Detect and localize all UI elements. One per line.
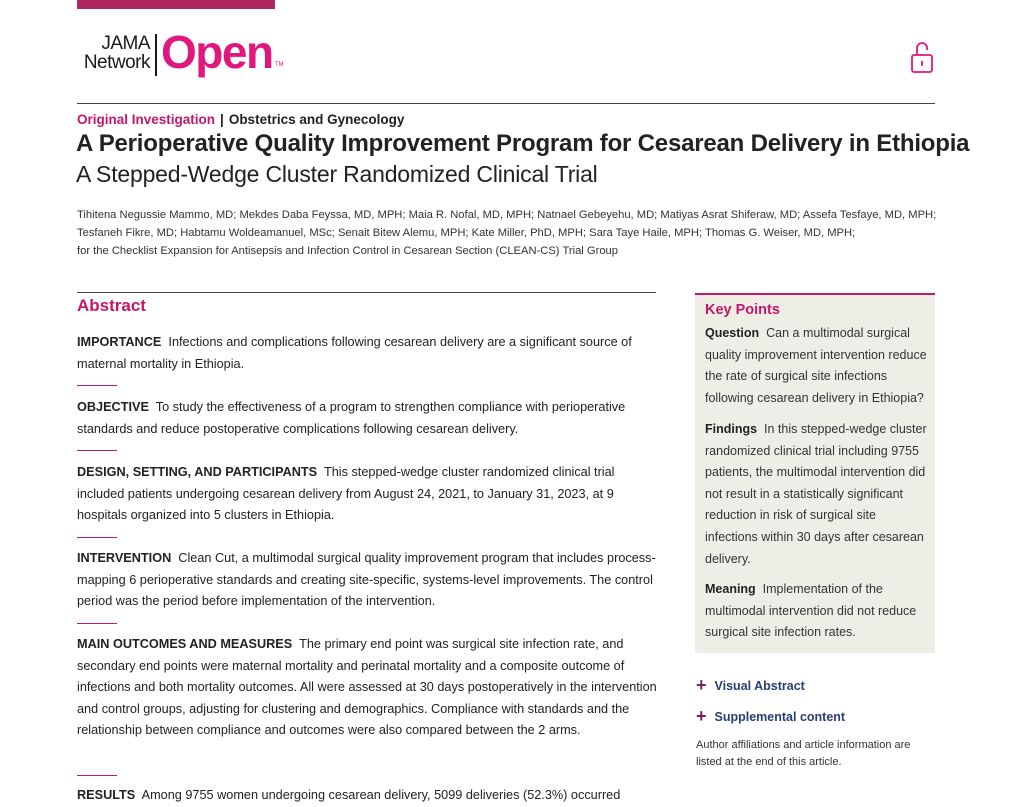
- article-category: [77, 112, 404, 127]
- plus-icon: +: [696, 706, 707, 726]
- logo-open: Open: [161, 26, 273, 78]
- logo-divider: [155, 34, 157, 76]
- key-points-box: [695, 293, 935, 653]
- findings-text: In this stepped-wedge cluster randomized clinical trial including 9755 patients, the multimodal intervention did not result in a statistically significant reduction in risk of surgical site infections within 30 days after cesarean delivery.: [705, 422, 927, 566]
- results-label: RESULTS: [77, 788, 136, 802]
- header-rule: [77, 103, 935, 104]
- outcomes-label: MAIN OUTCOMES AND MEASURES: [77, 637, 293, 651]
- question-text: Can a multimodal surgical quality improvement intervention reduce the rate of surgical site infections following cesarean delivery in Ethiopia?: [705, 326, 927, 405]
- meaning-text: Implementation of the multimodal intervention did not reduce surgical site infection rates.: [705, 582, 917, 640]
- section-divider: [77, 623, 117, 624]
- abstract-outcomes: [77, 634, 662, 742]
- section-divider: [77, 537, 117, 538]
- findings-label: Findings: [705, 422, 758, 436]
- article-title: A Perioperative Quality Improvement Program for Cesarean Delivery in Ethiopia: [76, 130, 970, 157]
- supplemental-content-link[interactable]: [696, 706, 845, 727]
- objective-text: To study the effectiveness of a program to strengthen compliance with perioperative standards and reduce postoperative complications following cesarean delivery.: [77, 400, 626, 436]
- importance-text: Infections and complications following cesarean delivery are a significant source of maternal mortality in Ethiopia.: [77, 335, 632, 371]
- key-points-question: [705, 323, 930, 409]
- importance-label: IMPORTANCE: [77, 335, 162, 349]
- results-text: Among 9755 women undergoing cesarean delivery, 5099 deliveries (52.3%) occurred: [141, 788, 621, 802]
- section-divider: [77, 450, 117, 451]
- abstract-importance: [77, 332, 662, 375]
- affiliation-note: Author affiliations and article information are listed at the end of this article.: [696, 739, 911, 768]
- supplemental-content-label[interactable]: Supplemental content: [714, 710, 846, 724]
- design-label: DESIGN, SETTING, AND PARTICIPANTS: [77, 465, 318, 479]
- logo-jama: JAMA: [101, 33, 150, 54]
- question-label: Question: [705, 326, 760, 340]
- objective-label: OBJECTIVE: [77, 400, 149, 414]
- abstract-objective: [77, 397, 662, 440]
- category-label[interactable]: Original Investigation: [77, 112, 216, 127]
- key-points-meaning: [705, 579, 930, 644]
- logo-trademark: TM: [275, 62, 284, 68]
- abstract-design: [77, 462, 662, 527]
- authors-line-1: Tihitena Negussie Mammo, MD; Mekdes Daba Feyssa, MD, MPH; Maia R. Nofal, MD, MPH; Natnael Gebeyehu, MD; Matiyas Asrat Shiferaw, MD; Assefa Tesfaye, MD, MPH;: [77, 209, 937, 221]
- section-divider: [77, 385, 117, 386]
- visual-abstract-link[interactable]: [696, 675, 805, 696]
- abstract-intervention: [77, 548, 662, 613]
- abstract-heading: Abstract: [77, 296, 146, 315]
- logo-network: Network: [83, 52, 150, 73]
- plus-icon: +: [696, 675, 707, 695]
- design-text: This stepped-wedge cluster randomized clinical trial included patients undergoing cesarean delivery from August 24, 2021, to January 31, 2023, at 9 hospitals organized into 5 clusters in Ethiopia.: [77, 465, 615, 523]
- outcomes-text: The primary end point was surgical site infection rate, and secondary end points were maternal mortality and perinatal mortality and a composite outcome of infections and both mortality outcomes. All were assessed at 30 days postoperatively in the intervention and control groups, adjusting for clustering and demographics. Compliance with standards and the relationship between compliance and outcomes were also compared between the 2 arms.: [77, 637, 657, 738]
- intervention-text: Clean Cut, a multimodal surgical quality improvement program that includes process-mapping 6 perioperative standards and creating site-specific, systems-level improvements. The control period was the period before implementation of the intervention.: [77, 551, 656, 609]
- unlocked-padlock-icon[interactable]: [910, 40, 934, 74]
- authors-line-3: for the Checklist Expansion for Antisepsis and Infection Control in Cesarean Section (CLEAN-CS) Trial Group: [77, 245, 618, 257]
- authors-line-2: Tesfaneh Fikre, MD; Habtamu Woldeamanuel, MSc; Senait Bitew Alemu, MPH; Kate Miller, PhD, MPH; Sara Taye Haile, MPH; Thomas G. Weiser, MD, MPH;: [77, 227, 856, 239]
- abstract-results: [77, 785, 657, 807]
- author-list: [77, 206, 947, 260]
- key-points-heading: Key Points: [705, 302, 780, 318]
- section-divider: [77, 775, 117, 776]
- subcategory-label[interactable]: Obstetrics and Gynecology: [228, 112, 405, 127]
- category-separator: |: [220, 112, 224, 127]
- visual-abstract-label[interactable]: Visual Abstract: [714, 679, 805, 693]
- logo-wordmark: [76, 34, 150, 72]
- abstract-rule: [77, 292, 656, 293]
- article-subtitle: A Stepped-Wedge Cluster Randomized Clinical Trial: [76, 161, 598, 187]
- meaning-label: Meaning: [705, 582, 756, 596]
- intervention-label: INTERVENTION: [77, 551, 172, 565]
- top-accent-bar: [77, 0, 275, 9]
- key-points-findings: [705, 419, 930, 570]
